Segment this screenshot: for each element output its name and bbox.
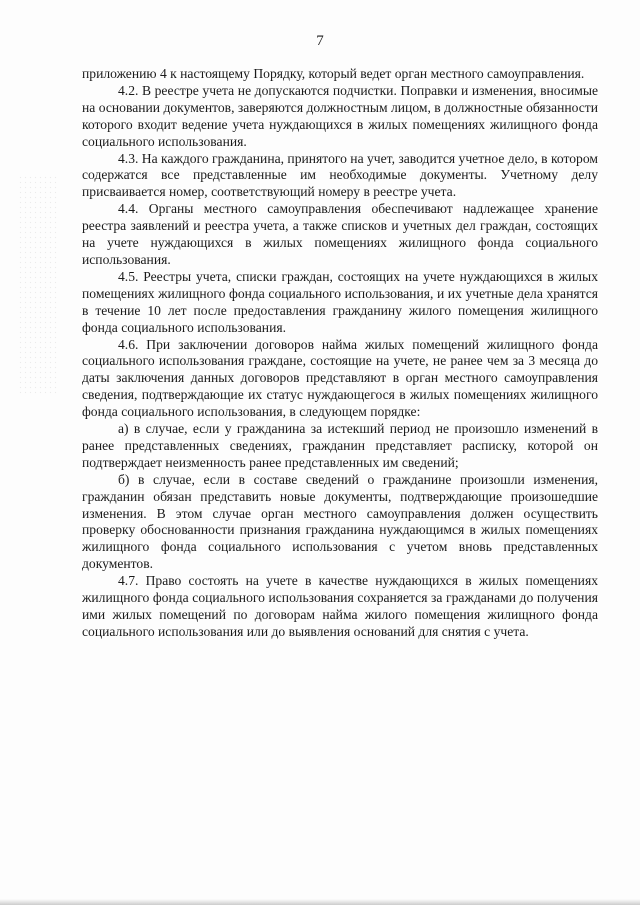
paragraph-4-6: 4.6. При заключении договоров найма жилых помещений жилищного фонда социального использования граждане, состоящие на учете, не ранее чем за 3 месяца до даты заключения данных договоров представляют в орган местного самоуправления сведения, подтверждающие их статус нуждающегося в жилых помещениях жилищного фонда социального использования, в следующем порядке: bbox=[82, 336, 598, 420]
paragraph-4-2: 4.2. В реестре учета не допускаются подчистки. Поправки и изменения, вносимые на основании документов, заверяются должностным лицом, в должностные обязанности которого входит ведение учета нуждающихся в жилых помещениях жилищного фонда социального использования. bbox=[82, 82, 598, 149]
document-body bbox=[82, 66, 598, 641]
paragraph-4-1-continuation: приложению 4 к настоящему Порядку, который ведет орган местного самоуправления. bbox=[82, 66, 585, 81]
paragraph-4-6-a: а) в случае, если у гражданина за истекший период не произошло изменений в ранее представленных сведениях, гражданин представляет расписку, которой он подтверждает неизменность ранее представленных им сведений; bbox=[82, 421, 598, 470]
paragraph-4-3: 4.3. На каждого гражданина, принятого на учет, заводится учетное дело, в котором содержатся все представленные им необходимые документы. Учетному делу присваивается номер, соответствующий номеру в реестре учета. bbox=[82, 150, 598, 200]
page-number: 7 bbox=[316, 33, 324, 49]
paragraph-4-6-b: б) в случае, если в составе сведений о гражданине произошли изменения, гражданин обязан представить новые документы, подтверждающие произошедшие изменения. В этом случае орган местного самоуправления должен осуществить проверку обоснованности признания гражданина нуждающимся в жилых помещениях жилищного фонда социального использования с учетом вновь представленных документов. bbox=[82, 471, 598, 572]
scan-artifact bbox=[18, 175, 58, 395]
paragraph-4-7: 4.7. Право состоять на учете в качестве нуждающихся в жилых помещениях жилищного фонда социального использования сохраняется за гражданами до получения ими жилых помещений по договорам найма жилого помещения жилищного фонда социального использования или до выявления оснований для снятия с учета. bbox=[82, 573, 598, 639]
paragraph-4-5: 4.5. Реестры учета, списки граждан, состоящих на учете нуждающихся в жилых помещениях жилищного фонда социального использования, и их учетные дела хранятся в течение 10 лет после предоставления гражданину жилого помещения жилищного фонда социального использования. bbox=[82, 268, 598, 335]
scan-bottom-edge bbox=[0, 899, 640, 905]
paragraph-4-4: 4.4. Органы местного самоуправления обеспечивают надлежащее хранение реестра заявлений и реестра учета, а также списков и учетных дел граждан, состоящих на учете нуждающихся в жилых помещениях жилищного фонда социального использования. bbox=[82, 201, 598, 267]
